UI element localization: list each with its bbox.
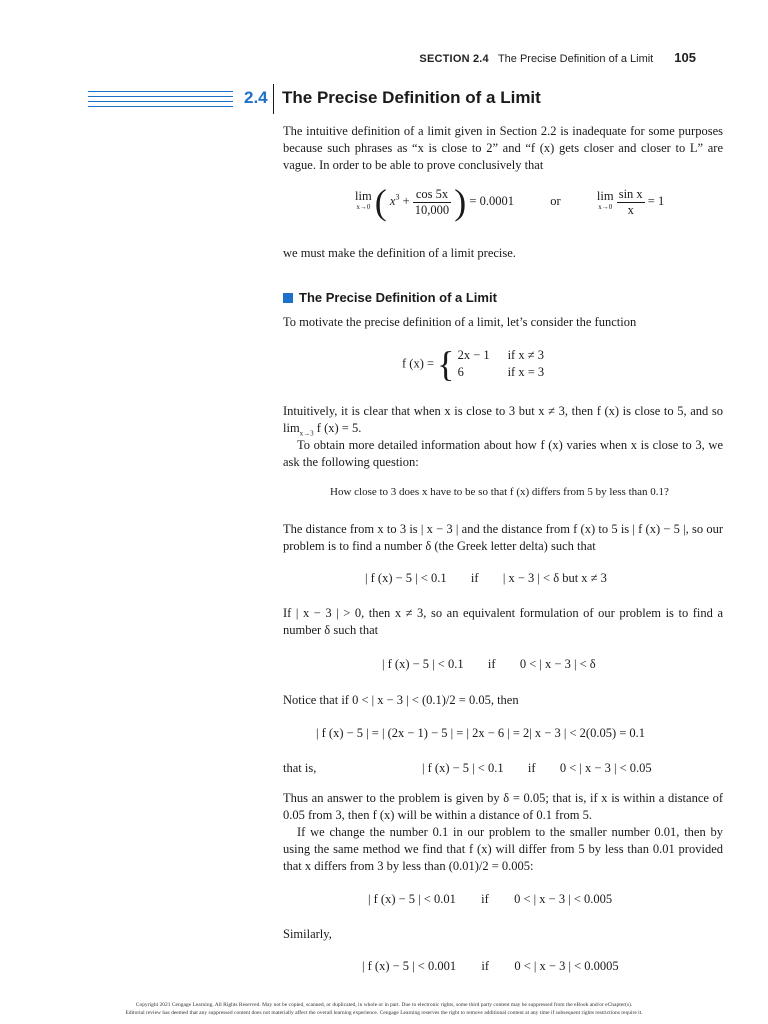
section-divider [273, 84, 274, 114]
eq1-num2: sin x [618, 186, 643, 201]
distance-paragraph: The distance from x to 3 is | x − 3 | and the distance from f (x) to 5 is | f (x) − 5 |, so our problem is to find a number δ (the Greek letter delta) such that [283, 522, 723, 553]
eq1-lim [355, 191, 372, 213]
left-paren: ( [374, 182, 387, 222]
eq7-right: 0 < | x − 3 | < 0.0005 [514, 959, 619, 973]
eq1-or: or [550, 193, 561, 208]
piece-cond2: if x = 3 [507, 365, 545, 379]
subheading-square-icon [283, 293, 293, 303]
eq1-result2: = 1 [647, 193, 665, 208]
page-number: 105 [674, 50, 696, 65]
eq1-lim-word: lim [355, 189, 372, 203]
footer-line-1: Copyright 2021 Cengage Learning. All Rights Reserved. May not be copied, scanned, or duplicated, in whole or in part. Due to electronic rights, some third party content may be suppressed from the eBook and/or eChapter(s). [135, 1002, 633, 1008]
eq5-if: if [527, 761, 536, 775]
intuitive-lim-sub: x→3 [299, 429, 314, 438]
piecewise-lhs: f (x) = [402, 356, 435, 371]
section-title: The Precise Definition of a Limit [282, 88, 541, 107]
equation-6 [368, 892, 612, 907]
eq3-left: | f (x) − 5 | < 0.1 [382, 657, 464, 671]
piece-case2: 6 [457, 365, 464, 379]
equation-2 [365, 571, 607, 586]
intuitive-text-1: Intuitively, it is clear that when x is close to 3 but x ≠ 3, then f (x) is close to 5, and so [283, 404, 723, 418]
equation-4: | f (x) − 5 | = | (2x − 1) − 5 | = | 2x − 6 | = 2| x − 3 | < 2(0.05) = 0.1 [316, 726, 646, 740]
obtain-paragraph: To obtain more detailed information about how f (x) varies when x is close to 3, we ask the following question: [283, 438, 723, 469]
eq3-right: 0 < | x − 3 | < δ [519, 657, 596, 671]
subheading-text: The Precise Definition of a Limit [299, 290, 497, 305]
motivate-text: To motivate the precise definition of a limit, let’s consider the function [283, 315, 637, 329]
section-number: 2.4 [244, 88, 268, 107]
notice-text: Notice that if 0 < | x − 3 | < (0.1)/2 = 0.05, then [283, 693, 519, 707]
footer-line-2: Editorial review has deemed that any suppressed content does not materially affect the overall learning experience. Cengage Learning reserves the right to remove additional content at any time if subsequent rights restrictions require it. [125, 1010, 643, 1016]
piece-case1: 2x − 1 [457, 348, 490, 362]
equation-limits [355, 184, 664, 228]
eq1-den2: x [627, 202, 634, 217]
piece-cond1: if x ≠ 3 [507, 348, 544, 362]
equation-3 [382, 657, 596, 672]
eq1-lim-sub: x→0 [356, 203, 371, 211]
right-paren: ) [454, 182, 467, 222]
eq1-fraction [413, 187, 451, 218]
eq1-num: cos 5x [413, 187, 451, 203]
eq3-if: if [487, 657, 496, 671]
running-header [419, 50, 696, 65]
eq1-den: 10,000 [414, 202, 450, 217]
change-paragraph: If we change the number 0.1 in our problem to the smaller number 0.01, then by using the same method we find that f (x) will differ from 5 by less than 0.01 provided that x differs from 3 by less than (0.01)/2 = 0.005: [283, 825, 723, 873]
copyright-footer [40, 1001, 728, 1017]
question-text: How close to 3 does x have to be so that f (x) differs from 5 by less than 0.1? [330, 486, 669, 498]
eq7-left: | f (x) − 5 | < 0.001 [362, 959, 457, 973]
after-eq1-text: we must make the definition of a limit precise. [283, 246, 516, 260]
eq2-right: | x − 3 | < δ but x ≠ 3 [502, 571, 607, 585]
intro-paragraph: The intuitive definition of a limit given in Section 2.2 is inadequate for some purposes because such phrases as “x is close to 2” and “f (x) gets closer and closer to L” are vague. In order to be able to prove conclusively that [283, 124, 723, 172]
eq1-exp: 3 [395, 192, 400, 202]
piecewise-function [402, 346, 544, 382]
eq2-if: if [470, 571, 479, 585]
subheading [283, 290, 497, 305]
eq5-right: 0 < | x − 3 | < 0.05 [559, 761, 652, 775]
header-section: SECTION 2.4 [419, 53, 489, 65]
thus-paragraph: Thus an answer to the problem is given by δ = 0.05; that is, if x is within a distance of 0.05 from 3, then f (x) will be within a distance of 0.1 from 5. [283, 791, 723, 822]
eq1-fraction2 [617, 187, 645, 218]
section-decor-lines [88, 91, 233, 111]
eq1-lim2-word: lim [596, 189, 614, 203]
header-title: The Precise Definition of a Limit [497, 53, 654, 65]
eq1-x: x [389, 193, 396, 208]
equation-5 [422, 761, 652, 776]
eq6-right: 0 < | x − 3 | < 0.005 [514, 892, 613, 906]
eq6-left: | f (x) − 5 | < 0.01 [368, 892, 456, 906]
brace-icon: { [437, 344, 455, 384]
eq6-if: if [481, 892, 489, 906]
similarly-label: Similarly, [283, 927, 332, 941]
that-is-label: that is, [283, 761, 317, 775]
eq1-lim2-sub: x→0 [598, 203, 613, 211]
eq5-left: | f (x) − 5 | < 0.1 [422, 761, 504, 775]
intuitive-text-2: f (x) = 5. [316, 421, 362, 435]
eq2-left: | f (x) − 5 | < 0.1 [365, 571, 447, 585]
eq1-result: = 0.0001 [469, 193, 514, 208]
intuitive-lim: lim [283, 421, 300, 435]
equation-7 [362, 959, 619, 974]
if-paragraph: If | x − 3 | > 0, then x ≠ 3, so an equivalent formulation of our problem is to find a number δ such that [283, 606, 723, 637]
eq1-lim2 [597, 191, 614, 213]
eq7-if: if [481, 959, 490, 973]
eq1-plus: + [402, 193, 410, 208]
